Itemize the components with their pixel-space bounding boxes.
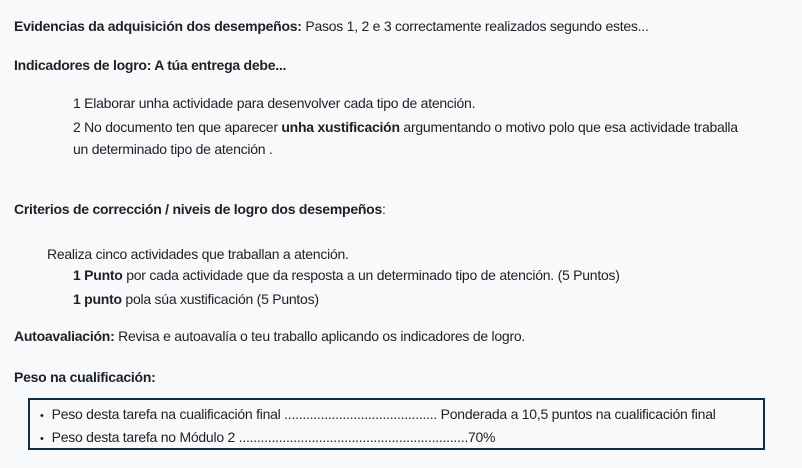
colon: : — [382, 201, 386, 217]
peso-item: • Peso desta tarefa na cualificación final .......................................... Ponderada a 10,5 puntos na cualificación final — [40, 404, 716, 426]
t-bold: 1 Punto — [73, 267, 123, 283]
peso-box — [28, 398, 765, 450]
indicador-2 — [73, 117, 738, 137]
indicadores-heading — [14, 55, 286, 75]
indicadores-label: Indicadores de logro: A túa entrega debe... — [14, 57, 287, 73]
autoavaliacion-text: Revisa e autoavalía o teu traballo aplicando os indicadores de logro. — [114, 328, 526, 344]
peso-label: Peso na cualificación: — [14, 369, 156, 385]
t: pola súa xustificación (5 Puntos) — [121, 291, 319, 307]
autoavaliacion-line — [14, 326, 525, 346]
criterios-label: Criterios de corrección / niveis de logro dos desempeños — [14, 201, 382, 217]
indicador-2-cont: un determinado tipo de atención . — [73, 141, 273, 157]
peso-item: • Peso desta tarefa no Módulo 2 ...............................................................70% — [40, 427, 495, 449]
indicador-1: 1 Elaborar unha actividade para desenvolver cada tipo de atención. — [73, 95, 476, 111]
t: por cada actividade que da resposta a un determinado tipo de atención. (5 Puntos) — [122, 267, 620, 283]
evidencias-text: Pasos 1, 2 e 3 correctamente realizados segundo estes... — [301, 18, 649, 34]
evidencias-line — [14, 16, 649, 36]
peso-heading — [14, 367, 156, 387]
t: argumentando o motivo polo que esa actividade traballa — [399, 119, 738, 135]
criterio-2 — [73, 289, 319, 309]
criterios-intro: Realiza cinco actividades que traballan a atención. — [47, 246, 349, 262]
t: 2 No documento ten que aparecer — [73, 119, 282, 135]
autoavaliacion-label: Autoavaliación: — [14, 328, 115, 344]
t-bold: 1 punto — [73, 291, 122, 307]
t-bold: unha xustificación — [281, 119, 400, 135]
evidencias-label: Evidencias da adquisición dos desempeños: — [14, 18, 302, 34]
criterios-heading — [14, 199, 386, 219]
criterio-1 — [73, 265, 620, 285]
